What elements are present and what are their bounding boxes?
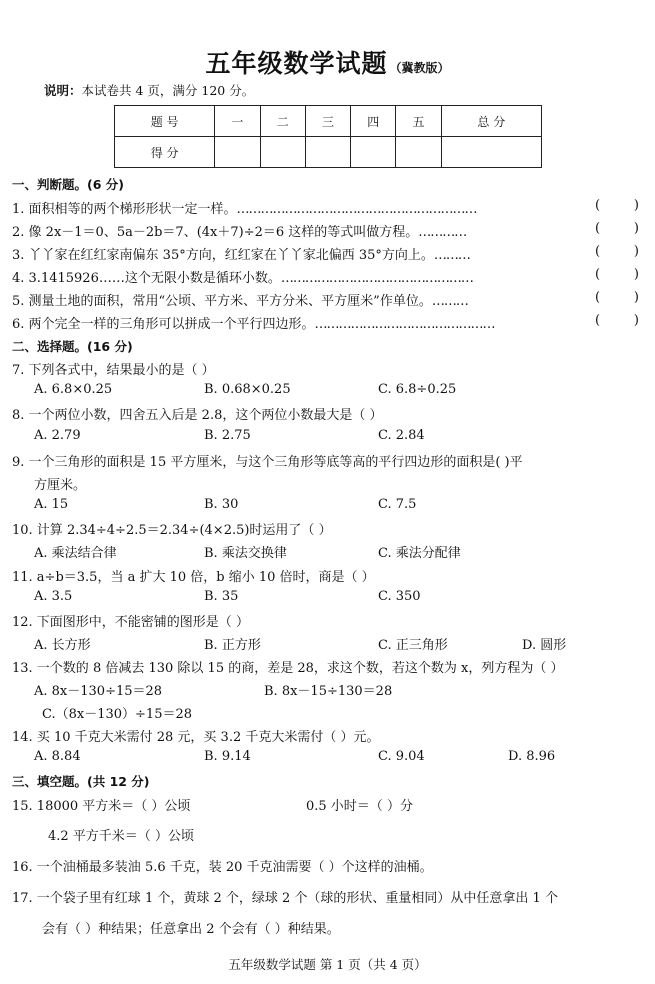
option-b[interactable]: B. 2.75: [204, 428, 251, 443]
edition-label: （冀教版）: [389, 61, 450, 75]
score-cell: 三: [305, 106, 350, 137]
option-a[interactable]: A. 乘法结合律: [34, 546, 117, 561]
paren-open: (: [595, 198, 601, 213]
judge-item-4: [12, 267, 473, 286]
score-cell: 二: [260, 106, 305, 137]
exam-note: [44, 81, 254, 99]
paren-open: (: [595, 267, 601, 282]
option-c[interactable]: C. 6.8÷0.25: [378, 382, 457, 397]
option-c[interactable]: C.（8x－130）÷15＝28: [42, 707, 193, 722]
paren-close: ): [633, 244, 639, 259]
score-cell: 一: [215, 106, 260, 137]
paren-open: (: [595, 221, 601, 236]
judge-item-3: [12, 244, 470, 263]
question-15b: 0.5 小时＝（ ）分: [306, 799, 413, 814]
section2-heading: 二、选择题。(16 分): [12, 339, 133, 354]
score-blank[interactable]: [351, 137, 396, 168]
option-c[interactable]: C. 乘法分配律: [378, 546, 461, 561]
answer-paren-5[interactable]: [595, 290, 639, 305]
section3-heading: 三、填空题。(共 12 分): [12, 774, 150, 789]
score-blank[interactable]: [215, 137, 260, 168]
paren-close: ): [633, 221, 639, 236]
answer-paren-1[interactable]: [595, 198, 639, 213]
question-13-stem: 13. 一个数的 8 倍减去 130 除以 15 的商，差是 28，求这个数，若这个数为 x，列方程为（ ）: [12, 661, 564, 676]
question-10-stem: 10. 计算 2.34÷4÷2.5＝2.34÷(4×2.5)时运用了（ ）: [12, 523, 332, 538]
note-label: 说明：: [44, 83, 82, 98]
option-a[interactable]: A. 2.79: [34, 428, 81, 443]
question-7-stem: 7. 下列各式中，结果最小的是（ ）: [12, 363, 215, 378]
question-9-stem: 9. 一个三角形的面积是 15 平方厘米，与这个三角形等底等高的平行四边形的面积是( )平: [12, 455, 523, 470]
judge-text: 6. 两个完全一样的三角形可以拼成一个平行四边形。: [12, 317, 315, 332]
judge-text: 3. 丫丫家在红红家南偏东 35°方向，红红家在丫丫家北偏西 35°方向上。: [12, 248, 434, 263]
question-15c: 4.2 平方千米＝（ ）公顷: [48, 829, 194, 844]
judge-text: 4. 3.1415926……这个无限小数是循环小数。: [12, 271, 281, 286]
option-b[interactable]: B. 0.68×0.25: [204, 382, 291, 397]
leader-dots: ………: [433, 248, 470, 263]
option-c[interactable]: C. 9.04: [378, 749, 425, 764]
score-table-header-row: [115, 106, 542, 137]
question-15a: 15. 18000 平方米＝（ ）公顷: [12, 799, 191, 814]
leader-dots: ………: [431, 294, 468, 309]
question-8-stem: 8. 一个两位小数，四舍五入后是 2.8，这个两位小数最大是（ ）: [12, 408, 383, 423]
judge-item-6: [12, 313, 495, 332]
paren-close: ): [633, 313, 639, 328]
question-17-line2: 会有（ ）种结果；任意拿出 2 个会有（ ）种结果。: [42, 922, 340, 937]
score-cell: 四: [351, 106, 396, 137]
option-c[interactable]: C. 350: [378, 589, 421, 604]
section1-heading: 一、判断题。(6 分): [12, 177, 124, 192]
score-blank[interactable]: [441, 137, 541, 168]
option-d[interactable]: D. 8.96: [508, 749, 556, 764]
paren-open: (: [595, 244, 601, 259]
paren-close: ): [633, 198, 639, 213]
question-14-stem: 14. 买 10 千克大米需付 28 元，买 3.2 千克大米需付（ ）元。: [12, 730, 380, 745]
option-d[interactable]: D. 圆形: [522, 638, 567, 653]
score-cell: 题 号: [115, 106, 215, 137]
option-a[interactable]: A. 长方形: [34, 638, 91, 653]
page-footer: 五年级数学试题 第 1 页（共 4 页）: [228, 957, 427, 972]
score-cell: 总 分: [441, 106, 541, 137]
question-12-stem: 12. 下面图形中，不能密铺的图形是（ ）: [12, 615, 249, 630]
paren-open: (: [595, 290, 601, 305]
answer-paren-3[interactable]: [595, 244, 639, 259]
score-cell: 五: [396, 106, 441, 137]
answer-paren-6[interactable]: [595, 313, 639, 328]
leader-dots: ………………………………………: [314, 317, 495, 332]
score-blank[interactable]: [260, 137, 305, 168]
leader-dots: …………………………………………: [280, 271, 473, 286]
title-row: [0, 44, 655, 80]
judge-item-2: [12, 221, 466, 240]
question-16: 16. 一个油桶最多装油 5.6 千克，装 20 千克油需要（ ）个这样的油桶。: [12, 860, 433, 875]
score-cell: 得 分: [115, 137, 215, 168]
paren-close: ): [633, 290, 639, 305]
option-a[interactable]: A. 8.84: [34, 749, 81, 764]
option-a[interactable]: A. 6.8×0.25: [34, 382, 113, 397]
paren-close: ): [633, 267, 639, 282]
option-a[interactable]: A. 8x－130÷15＝28: [34, 684, 163, 699]
option-c[interactable]: C. 正三角形: [378, 638, 448, 653]
paren-open: (: [595, 313, 601, 328]
judge-item-1: [12, 198, 477, 217]
option-a[interactable]: A. 15: [34, 497, 69, 512]
judge-text: 1. 面积相等的两个梯形形状一定一样。: [12, 202, 237, 217]
leader-dots: ……………………………………………………: [236, 202, 477, 217]
question-11-stem: 11. a÷b＝3.5，当 a 扩大 10 倍，b 缩小 10 倍时，商是（ ）: [12, 570, 375, 585]
option-b[interactable]: B. 9.14: [204, 749, 251, 764]
option-b[interactable]: B. 正方形: [204, 638, 261, 653]
score-blank[interactable]: [305, 137, 350, 168]
question-9-stem-cont: 方厘米。: [34, 478, 87, 493]
page-title: 五年级数学试题: [205, 49, 388, 78]
option-a[interactable]: A. 3.5: [34, 589, 73, 604]
answer-paren-4[interactable]: [595, 267, 639, 282]
option-b[interactable]: B. 8x－15÷130＝28: [264, 684, 393, 699]
judge-item-5: [12, 290, 468, 309]
score-table: [114, 105, 542, 168]
judge-text: 2. 像 2x－1＝0、5a－2b＝7、(4x＋7)÷2＝6 这样的等式叫做方程。: [12, 225, 419, 240]
leader-dots: …………: [418, 225, 467, 240]
option-b[interactable]: B. 乘法交换律: [204, 546, 287, 561]
option-c[interactable]: C. 7.5: [378, 497, 417, 512]
judge-text: 5. 测量土地的面积，常用“公顷、平方米、平方分米、平方厘米”作单位。: [12, 294, 432, 309]
option-b[interactable]: B. 35: [204, 589, 239, 604]
score-table-score-row: [115, 137, 542, 168]
option-b[interactable]: B. 30: [204, 497, 239, 512]
question-17-line1: 17. 一个袋子里有红球 1 个，黄球 2 个，绿球 2 个（球的形状、重量相同）从中任意拿出 1 个: [12, 891, 558, 906]
note-text: 本试卷共 4 页，满分 120 分。: [81, 83, 255, 98]
option-c[interactable]: C. 2.84: [378, 428, 425, 443]
score-blank[interactable]: [396, 137, 441, 168]
answer-paren-2[interactable]: [595, 221, 639, 236]
